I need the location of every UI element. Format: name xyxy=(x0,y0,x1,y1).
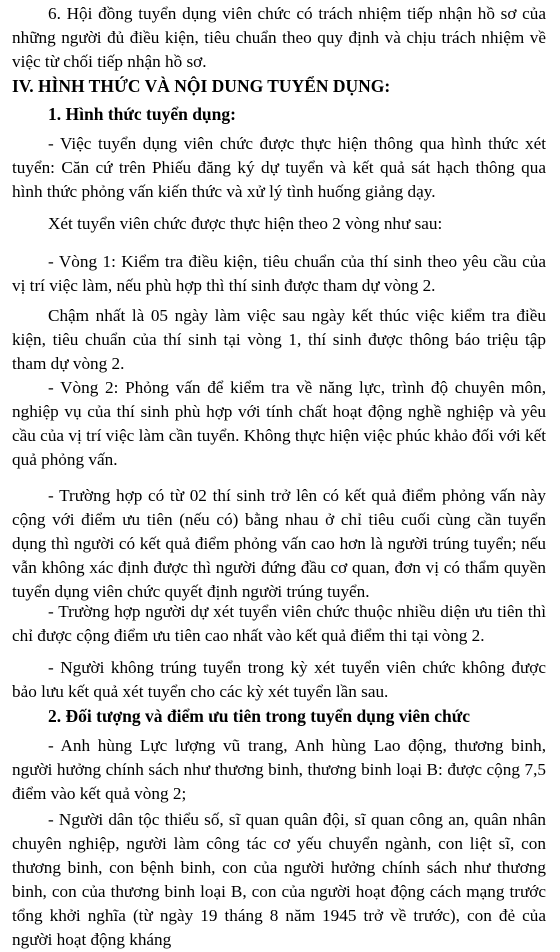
paragraph-item-6: 6. Hội đồng tuyển dụng viên chức có trách nhiệm tiếp nhận hồ sơ của những người đủ điều kiện, tiêu chuẩn theo quy định và chịu trách nhiệm về việc từ chối tiếp nhận hồ sơ. xyxy=(12,4,546,71)
section-heading-iv: IV. HÌNH THỨC VÀ NỘI DUNG TUYỂN DỤNG: xyxy=(12,76,391,96)
paragraph-truong-hop-02: - Trường hợp có từ 02 thí sinh trở lên có kết quả điểm phỏng vấn này cộng với điểm ưu tiên (nếu có) bằng nhau ở chỉ tiêu cuối cùng cần tuyển dụng thì người có kết quả điểm phỏng vấn cao hơn là người trúng tuyển; nếu vẫn không xác định được thì người đứng đầu cơ quan, đơn vị có thẩm quyền tuyển dụng viên chức quyết định người trúng tuyển. xyxy=(12,486,546,601)
subheading-doi-tuong: 2. Đối tượng và điểm ưu tiên trong tuyển dụng viên chức xyxy=(48,706,471,726)
paragraph-vong-2: - Vòng 2: Phỏng vấn để kiểm tra về năng lực, trình độ chuyên môn, nghiệp vụ của thí sinh phù hợp với tính chất hoạt động nghề nghiệp và yêu cầu của vị trí việc làm cần tuyển. Không thực hiện việc phúc khảo đối với kết quả phỏng vấn. xyxy=(12,378,546,469)
paragraph-dan-toc: - Người dân tộc thiểu số, sĩ quan quân đội, sĩ quan công an, quân nhân chuyên nghiệp, người làm công tác cơ yếu chuyển ngành, con liệt sĩ, con thương binh, con bệnh binh, con của người hưởng chính sách như thương binh, con của thương binh loại B, con của người hoạt động cách mạng trước tổng khởi nghĩa (từ ngày 19 tháng 8 năm 1945 trở về trước), con đẻ của người hoạt động kháng xyxy=(12,810,546,949)
paragraph-khong-trung-tuyen: - Người không trúng tuyển trong kỳ xét tuyển viên chức không được bảo lưu kết quả xét tuyển cho các kỳ xét tuyển lần sau. xyxy=(12,658,546,701)
paragraph-anh-hung: - Anh hùng Lực lượng vũ trang, Anh hùng Lao động, thương binh, người hưởng chính sách như thương binh, thương binh loại B: được cộng 7,5 điểm vào kết quả vòng 2; xyxy=(12,736,546,803)
paragraph-xet-tuyen: - Việc tuyển dụng viên chức được thực hiện thông qua hình thức xét tuyển: Căn cứ trên Phiếu đăng ký dự tuyển và kết quả sát hạch thông qua hình thức phỏng vấn kiến thức và xử lý tình huống giảng dạy. xyxy=(12,134,546,201)
paragraph-cham-nhat: Chậm nhất là 05 ngày làm việc sau ngày kết thúc việc kiểm tra điều kiện, tiêu chuẩn của thí sinh tại vòng 1, thí sinh được thông báo triệu tập tham dự vòng 2. xyxy=(12,306,546,373)
paragraph-uu-tien-cao-nhat: - Trường hợp người dự xét tuyển viên chức thuộc nhiều diện ưu tiên thì chỉ được cộng điểm ưu tiên cao nhất vào kết quả điểm thi tại vòng 2. xyxy=(12,602,546,645)
paragraph-vong-1: - Vòng 1: Kiểm tra điều kiện, tiêu chuẩn của thí sinh theo yêu cầu của vị trí việc làm, nếu phù hợp thì thí sinh được tham dự vòng 2. xyxy=(12,252,546,295)
paragraph-hai-vong: Xét tuyển viên chức được thực hiện theo 2 vòng như sau: xyxy=(48,214,443,233)
subheading-hinh-thuc: 1. Hình thức tuyển dụng: xyxy=(48,104,236,124)
